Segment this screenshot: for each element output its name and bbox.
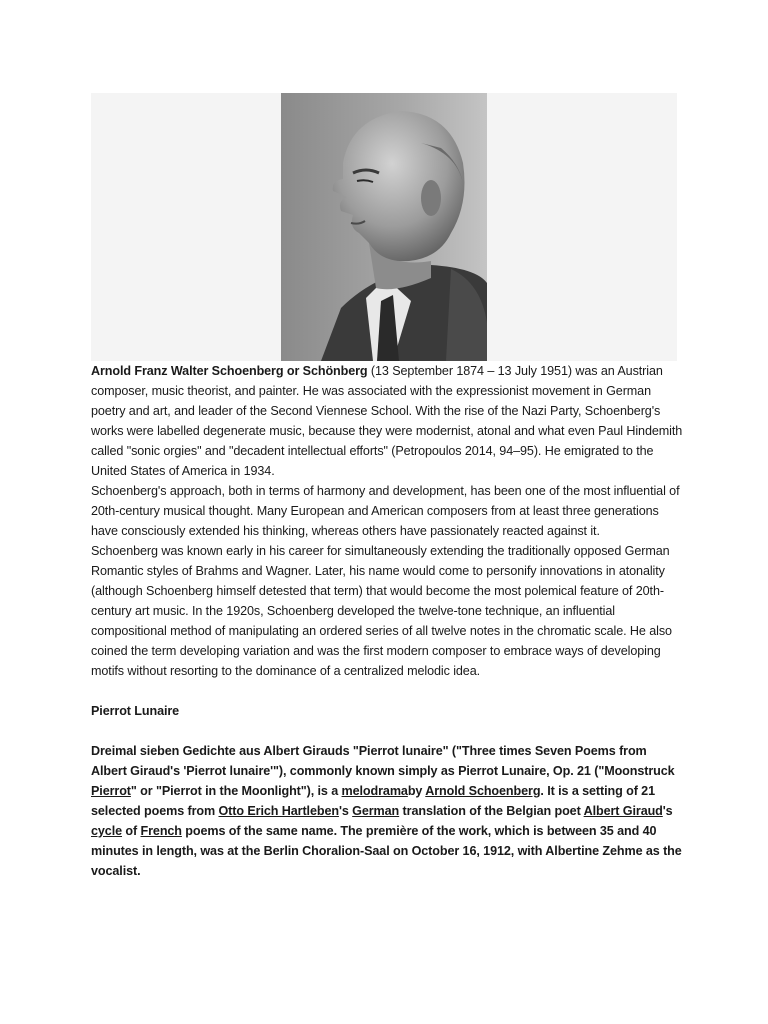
article-body	[91, 361, 685, 881]
link-german[interactable]: German	[352, 804, 400, 818]
link-pierrot[interactable]: Pierrot	[91, 784, 131, 798]
composer-name: Arnold Franz Walter Schoenberg or Schönberg	[91, 364, 368, 378]
link-arnold-schoenberg[interactable]: Arnold Schoenberg	[425, 784, 541, 798]
section-heading: Pierrot Lunaire	[91, 704, 180, 718]
pierrot-paragraph: Dreimal sieben Gedichte aus Albert Girauds "Pierrot lunaire" ("Three times Seven Poems from Albert Giraud's 'Pierrot lunaire'"), commonly known simply as Pierrot Lunaire, Op. 21 ("Moonstruck Pierrot" or "Pierrot in the Moonlight"), is a melodramaby Arnold Schoenberg. It is a setting of 21 selected poems from Otto Erich Hartleben's German translation of the Belgian poet Albert Giraud's cycle of French poems of the same name. The première of the work, which is between 35 and 40 minutes in length, was at the Berlin Choralion-Saal on October 16, 1912, with Albertine Zehme as the vocalist.	[91, 744, 682, 878]
link-french[interactable]: French	[140, 824, 182, 838]
link-albert-giraud[interactable]: Albert Giraud	[583, 804, 663, 818]
portrait-photo	[281, 93, 487, 361]
link-melodrama[interactable]: melodrama	[341, 784, 408, 798]
approach-paragraph: Schoenberg's approach, both in terms of harmony and development, has been one of the most influential of 20th-century musical thought. Many European and American composers from at least three generations have consciously extended his thinking, whereas others have passionately reacted against it.	[91, 484, 680, 538]
intro-paragraph: Arnold Franz Walter Schoenberg or Schönberg (13 September 1874 – 13 July 1951) was an Austrian composer, music theorist, and painter. He was associated with the expressionist movement in German poetry and art, and leader of the Second Viennese School. With the rise of the Nazi Party, Schoenberg's works were labelled degenerate music, because they were modernist, atonal and what even Paul Hindemith called "sonic orgies" and "decadent intellectual efforts" (Petropoulos 2014, 94–95). He emigrated to the United States of America in 1934.	[91, 364, 683, 478]
link-otto-erich-hartleben[interactable]: Otto Erich Hartleben	[218, 804, 339, 818]
link-cycle[interactable]: cycle	[91, 824, 123, 838]
career-paragraph: Schoenberg was known early in his career for simultaneously extending the traditionally opposed German Romantic styles of Brahms and Wagner. Later, his name would come to personify innovations in atonality (although Schoenberg himself detested that term) that would become the most polemical feature of 20th-century art music. In the 1920s, Schoenberg developed the twelve-tone technique, an influential compositional method of manipulating an ordered series of all twelve notes in the chromatic scale. He also coined the term developing variation and was the first modern composer to embrace ways of developing motifs without resorting to the dominance of a centralized melodic idea.	[91, 544, 672, 678]
